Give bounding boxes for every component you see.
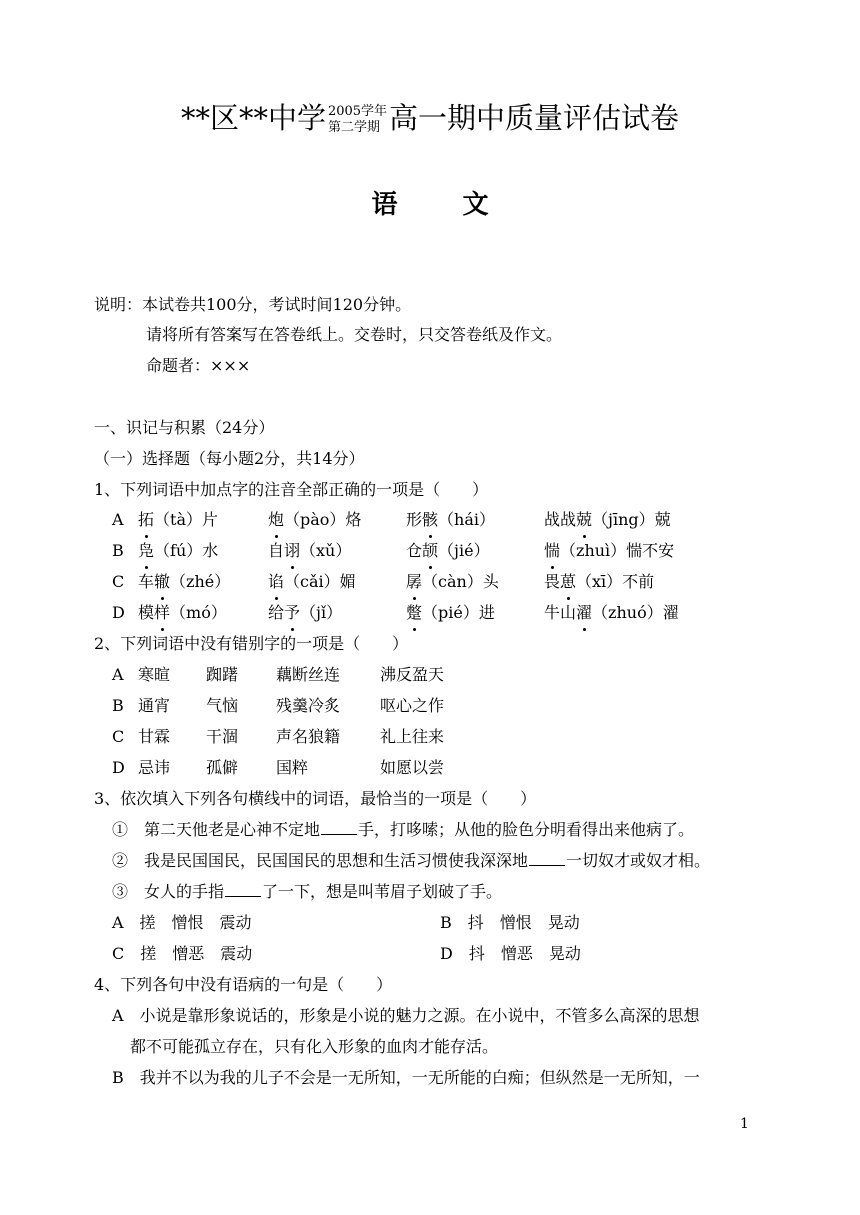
emphasis-dot: 兢 <box>576 510 593 529</box>
option-item: 凫（fú）水 <box>138 541 219 560</box>
emphasis-dot: 蹩 <box>406 603 423 622</box>
option-item: 蹩（pié）进 <box>406 603 495 622</box>
fill-blank <box>321 820 357 835</box>
question-4-option-b-line-1: B 我并不以为我的儿子不会是一无所知，一无所能的白痴；但纵然是一无所知，一 <box>112 1068 700 1087</box>
option-item: 车辙（zhé） <box>138 572 231 591</box>
page-number: 1 <box>740 1116 749 1132</box>
emphasis-dot: 诩 <box>284 541 301 560</box>
option-letter: B <box>112 696 124 715</box>
question-3-sentence-3 <box>112 881 502 903</box>
option-item: 畏葸（xī）不前 <box>544 572 655 591</box>
option-item: 礼上往来 <box>380 727 445 746</box>
subject-heading: 语 文 <box>371 190 517 220</box>
option-item: 拓（tà）片 <box>138 510 218 529</box>
section-heading: 一、识记与积累（24分） <box>94 418 275 437</box>
question-3-option-b: B 抖 憎恨 晃动 <box>440 913 580 932</box>
option-item: 气恼 <box>206 696 239 715</box>
emphasis-dot: 葸 <box>560 572 577 591</box>
school-term <box>328 104 387 136</box>
option-item: 忌讳 <box>138 758 171 777</box>
exam-title <box>0 96 860 140</box>
note-line-1: 说明：本试卷共100分，考试时间120分钟。 <box>94 295 412 314</box>
fill-blank <box>529 851 565 866</box>
fill-blank <box>225 882 261 897</box>
option-item: 藕断丝连 <box>276 665 341 684</box>
question-3-stem: 3、依次填入下列各句横线中的词语，最恰当的一项是（ ） <box>94 789 537 808</box>
option-item: 孤僻 <box>206 758 239 777</box>
emphasis-dot: 凫 <box>138 541 155 560</box>
note-line-2: 请将所有答案写在答卷纸上。交卷时，只交答卷纸及作文。 <box>146 325 563 344</box>
emphasis-dot: 炮 <box>268 510 285 529</box>
option-letter: D <box>112 603 125 622</box>
emphasis-dot: 样 <box>154 603 171 622</box>
question-4-stem: 4、下列各句中没有语病的一句是（ ） <box>94 975 393 994</box>
emphasis-dot: 谄 <box>268 572 285 591</box>
option-letter: D <box>112 758 125 777</box>
option-item: 声名狼籍 <box>276 727 341 746</box>
emphasis-dot: 濯 <box>576 603 593 622</box>
question-2-stem: 2、下列词语中没有错别字的一项是（ ） <box>94 634 409 653</box>
option-item: 自诩（xǔ） <box>268 541 352 560</box>
subsection-heading: （一）选择题（每小题2分，共14分） <box>94 449 365 468</box>
sentence-text: 一切奴才或奴才相。 <box>566 851 711 870</box>
option-item: 仓颉（jié） <box>406 541 490 560</box>
school-year: 2005学年 <box>327 104 388 119</box>
question-1-stem: 1、下列词语中加点字的注音全部正确的一项是（ ） <box>94 480 489 499</box>
option-item: 如愿以尝 <box>380 758 445 777</box>
question-4-option-a-line-1: A 小说是靠形象说话的，形象是小说的魅力之源。在小说中，不管多么高深的思想 <box>112 1006 700 1025</box>
option-letter: A <box>112 665 124 684</box>
option-item: 呕心之作 <box>380 696 445 715</box>
option-item: 沸反盈天 <box>380 665 445 684</box>
option-letter: B <box>112 541 124 560</box>
option-item: 国粹 <box>276 758 309 777</box>
option-item: 给予（jǐ） <box>268 603 343 622</box>
option-item: 踟躇 <box>206 665 239 684</box>
option-item: 炮（pào）烙 <box>268 510 362 529</box>
question-3-sentence-1 <box>112 819 694 841</box>
option-item: 惴（zhuì）惴不安 <box>544 541 675 560</box>
option-item: 残羹冷炙 <box>276 696 341 715</box>
option-letter: A <box>112 510 124 529</box>
option-item: 战战兢（jīng）兢 <box>544 510 671 529</box>
emphasis-dot: 予 <box>284 603 301 622</box>
sentence-text: ② 我是民国国民，民国国民的思想和生活习惯使我深深地 <box>112 851 529 870</box>
school-name: **区**中学 <box>180 101 326 135</box>
option-item: 模样（mó） <box>138 603 227 622</box>
semester: 第二学期 <box>327 120 380 135</box>
emphasis-dot: 孱 <box>406 572 423 591</box>
question-3-option-d: D 抖 憎恶 晃动 <box>440 944 581 963</box>
emphasis-dot: 拓 <box>138 510 155 529</box>
option-item: 甘霖 <box>138 727 171 746</box>
sentence-text: ① 第二天他老是心神不定地 <box>112 820 321 839</box>
sentence-text: 了一下，想是叫苇眉子划破了手。 <box>262 882 503 901</box>
question-4-option-a-line-2: 都不可能孤立存在，只有化入形象的血肉才能存活。 <box>130 1037 499 1056</box>
emphasis-dot: 惴 <box>544 541 561 560</box>
option-item: 牛山濯（zhuó）濯 <box>544 603 679 622</box>
exam-name: 高一期中质量评估试卷 <box>389 101 680 135</box>
option-item: 干涸 <box>206 727 239 746</box>
sentence-text: ③ 女人的手指 <box>112 882 225 901</box>
emphasis-dot: 颉 <box>422 541 439 560</box>
emphasis-dot: 骸 <box>422 510 439 529</box>
option-letter: C <box>112 572 125 591</box>
sentence-text: 手，打哆嗦；从他的脸色分明看得出来他病了。 <box>358 820 695 839</box>
option-letter: C <box>112 727 125 746</box>
option-item: 形骸（hái） <box>406 510 495 529</box>
note-line-3: 命题者：××× <box>146 356 251 375</box>
emphasis-dot: 辙 <box>154 572 171 591</box>
option-item: 通宵 <box>138 696 171 715</box>
question-3-sentence-2 <box>112 850 710 872</box>
question-3-option-c: C 搓 憎恶 震动 <box>112 944 253 963</box>
option-item: 孱（càn）头 <box>406 572 499 591</box>
option-item: 寒暄 <box>138 665 171 684</box>
option-item: 谄（cǎi）媚 <box>268 572 356 591</box>
question-3-option-a: A 搓 憎恨 震动 <box>112 913 252 932</box>
